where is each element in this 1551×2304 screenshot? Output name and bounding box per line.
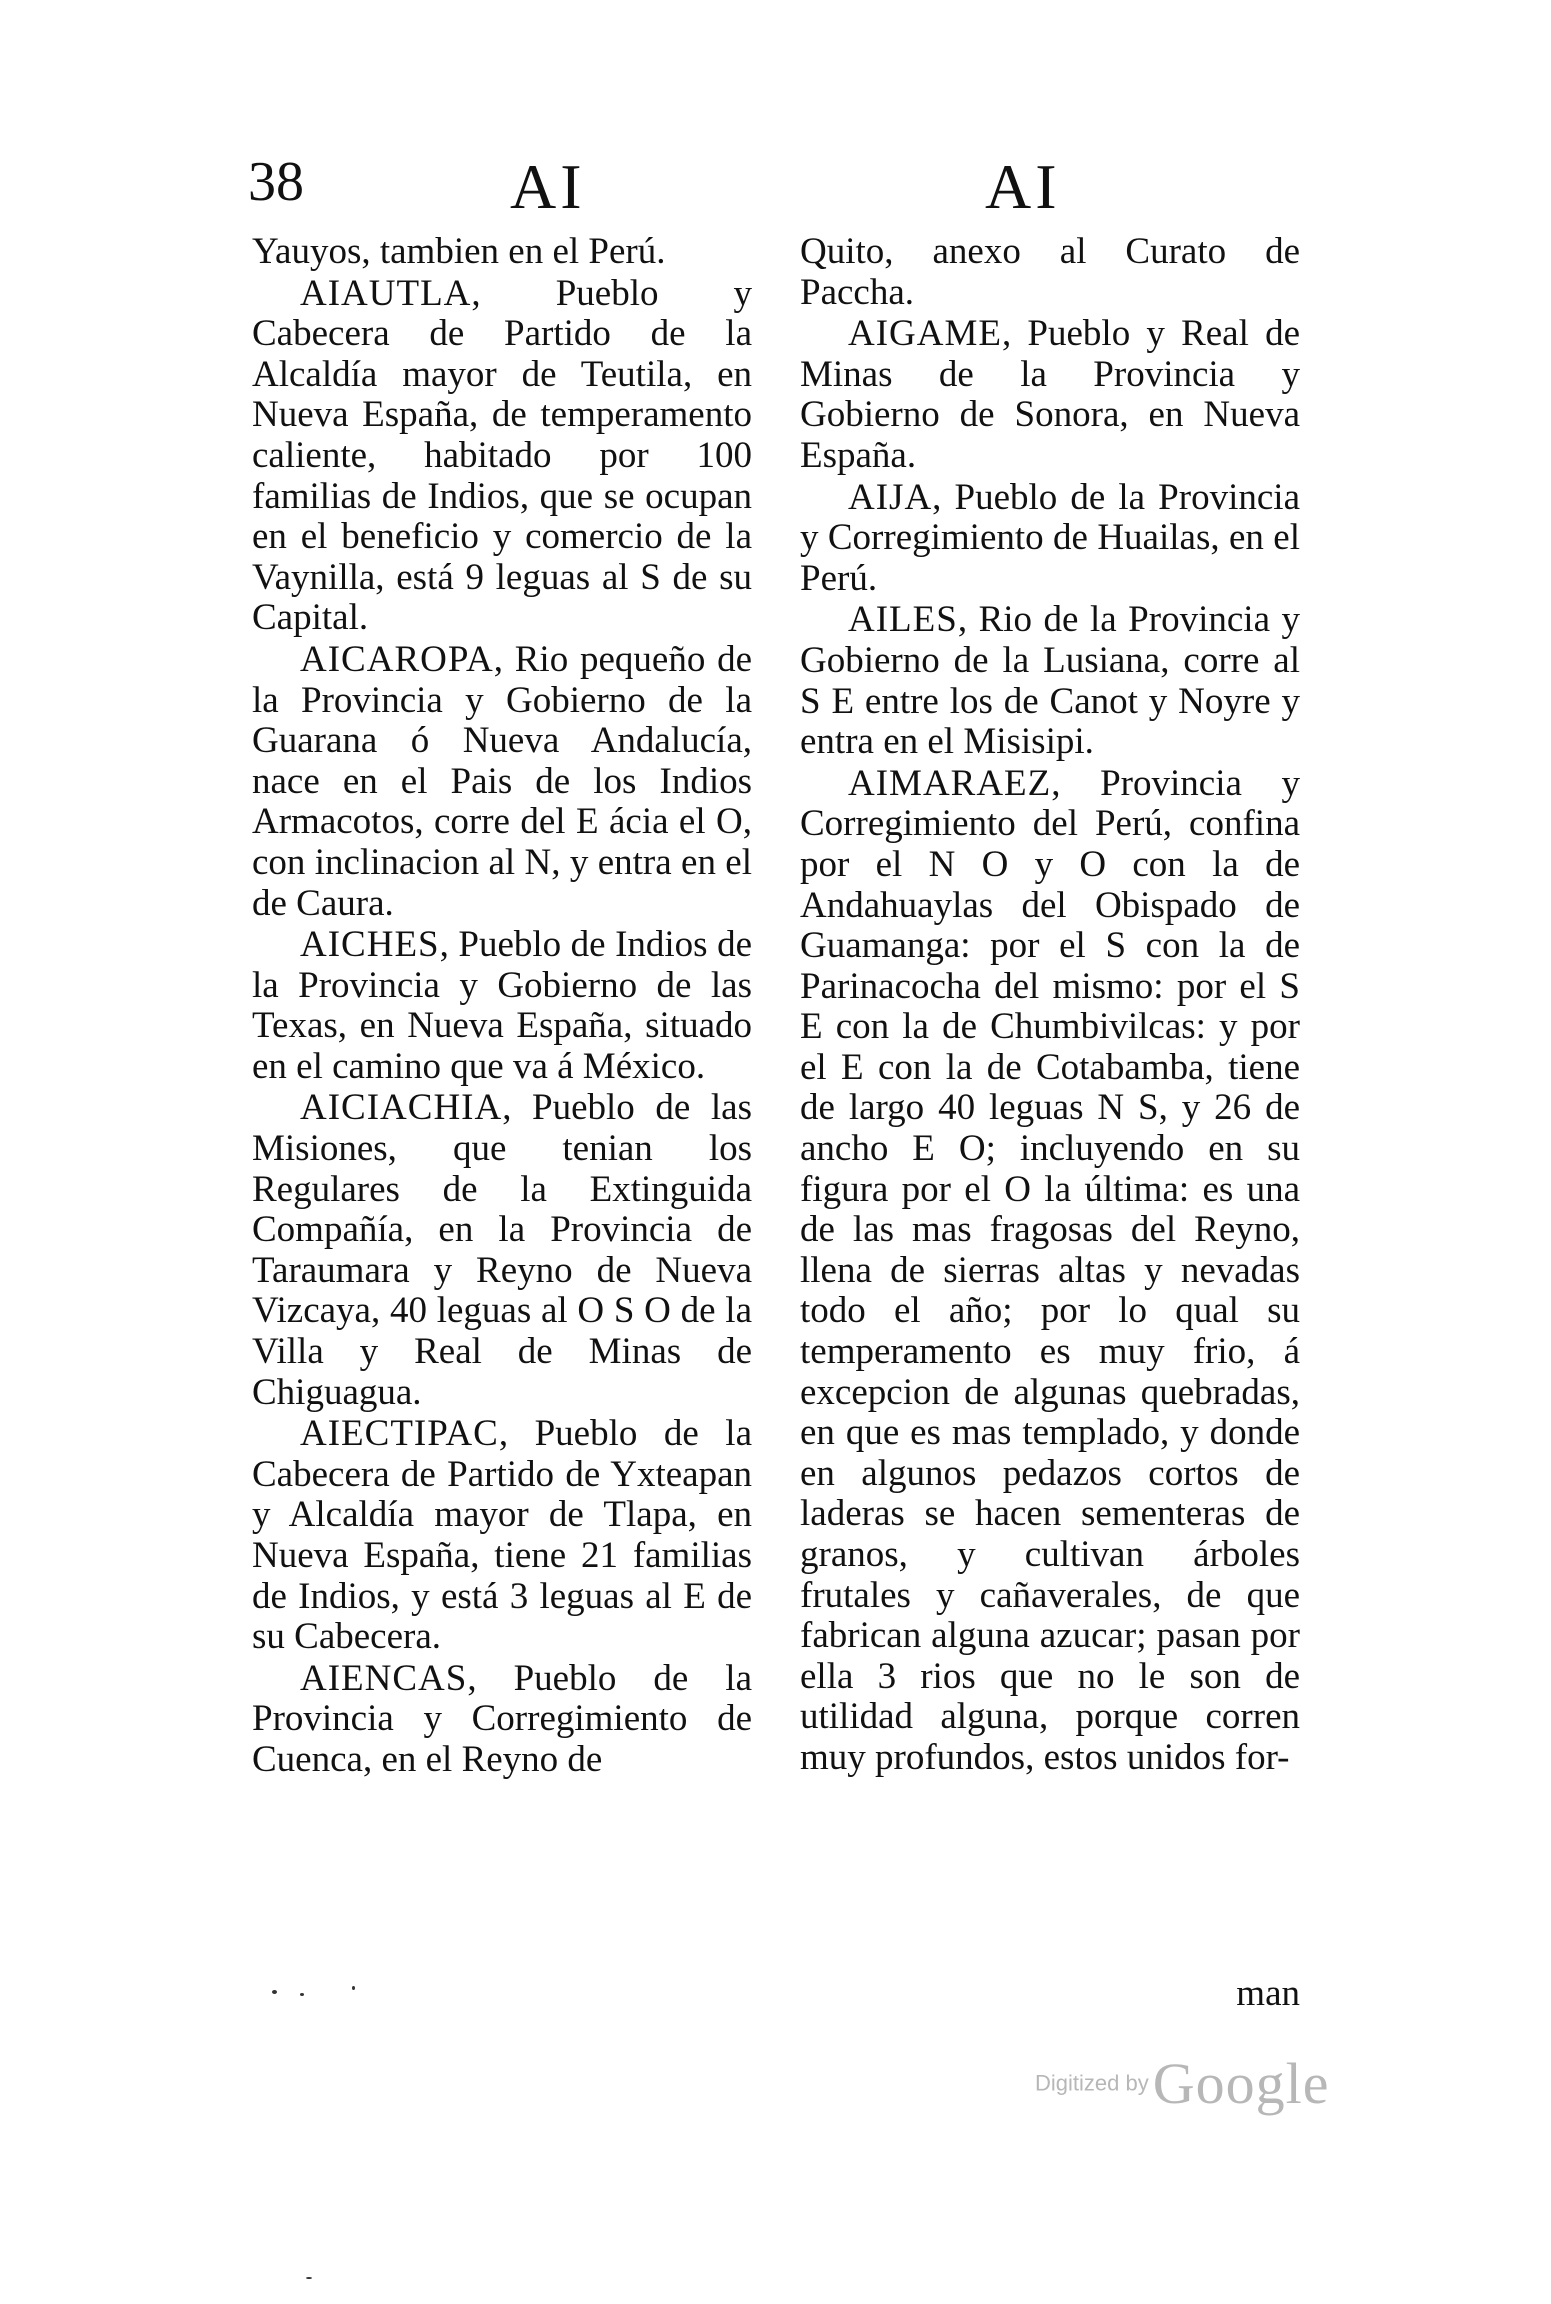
watermark-prefix: Digitized by — [1035, 2070, 1149, 2096]
entry-headword: AICAROPA — [300, 638, 494, 680]
entry-text: , Pueblo de Indios de la Provincia y Gobierno de las Texas, en Nueva España, situado en el camino que va á México. — [252, 924, 752, 1087]
page-number: 38 — [248, 151, 304, 213]
dictionary-entry — [800, 600, 1300, 762]
dictionary-entry — [252, 640, 752, 924]
entry-headword: AIAUTLA — [300, 272, 472, 314]
dictionary-entry — [252, 274, 752, 639]
entry-text: , Pueblo de las Misiones, que tenian los Regulares de la Extinguida Compañía, en la Provincia de Taraumara y Reyno de Nueva Vizcaya, 40 leguas al O S O de la Villa y Real de Minas de Chiguagua. — [252, 1087, 752, 1413]
dictionary-entry — [252, 1659, 752, 1781]
entry-headword: AIGAME — [848, 313, 1002, 355]
running-head-left: AI — [510, 151, 586, 222]
entry-text: , Pueblo de la Provincia y Corregimiento de Huailas, en el Perú. — [800, 476, 1300, 599]
google-logo: Google — [1152, 2051, 1330, 2116]
right-column — [800, 232, 1300, 1779]
dictionary-entry — [800, 232, 1300, 313]
print-speck — [300, 1993, 304, 1996]
catchword: man — [1236, 1973, 1300, 2014]
print-speck — [272, 1990, 277, 1994]
dictionary-entry — [252, 232, 752, 273]
entry-headword: AIMARAEZ — [848, 762, 1052, 804]
entry-text: Quito, anexo al Curato de Paccha. — [800, 231, 1300, 313]
left-column — [252, 232, 752, 1781]
entry-headword: AIJA — [848, 476, 933, 518]
dictionary-entry — [252, 925, 752, 1087]
digitized-watermark — [1035, 2050, 1329, 2130]
dictionary-entry — [800, 478, 1300, 600]
entry-text: , Provincia y Corregimiento del Perú, confina por el N O y O con la de Andahuaylas del Obispado de Guamanga: por el S con la de Parinacocha del mismo: por el S E con la de Chumbivilcas: y por el E con la de Cotabamba, tiene de largo 40 leguas N S, y 26 de ancho E O; incluyendo en su figura por el O la última: es una de las mas fragosas del Reyno, llena de sierras altas y nevadas todo el año; por lo qual su temperamento es muy frio, á excepcion de algunas quebradas, en que es mas templado, y donde en algunos pedazos cortos de laderas se hacen sementeras de granos, y cultivan árboles frutales y cañaverales, de que fabrican alguna azucar; pasan por ella 3 rios que no le son de utilidad alguna, porque corren muy profundos, estos unidos for- — [800, 762, 1300, 1778]
running-header — [240, 150, 1320, 230]
running-head-right: AI — [985, 151, 1061, 222]
dictionary-entry — [252, 1088, 752, 1413]
entry-text: Yauyos, tambien en el Perú. — [252, 231, 666, 272]
dictionary-entry — [800, 764, 1300, 1779]
entry-text: , Pueblo de la Cabecera de Partido de Yxteapan y Alcaldía mayor de Tlapa, en Nueva España, tiene 21 familias de Indios, y está 3 leguas al E de su Cabecera. — [252, 1413, 752, 1658]
entry-headword: AICHES — [300, 924, 440, 966]
entry-headword: AIECTIPAC — [300, 1413, 499, 1455]
print-speck — [352, 1986, 355, 1990]
entry-text: , Rio de la Provincia y Gobierno de la Lusiana, corre al S E entre los de Canot y Noyre y entra en el Misisipi. — [800, 599, 1300, 763]
entry-headword: AIENCAS — [300, 1657, 468, 1699]
entry-text: , Pueblo y Cabecera de Partido de la Alcaldía mayor de Teutila, en Nueva España, de temperamento caliente, habitado por 100 familias de Indios, que se ocupan en el beneficio y comercio de la Vaynilla, está 9 leguas al S de su Capital. — [252, 272, 752, 639]
dictionary-entry — [252, 1414, 752, 1658]
print-speck — [306, 2277, 312, 2279]
entry-text: , Pueblo de la Provincia y Corregimiento de Cuenca, en el Reyno de — [252, 1657, 752, 1780]
entry-text: , Rio pequeño de la Provincia y Gobierno de la Guarana ó Nueva Andalucía, nace en el Pais de los Indios Armacotos, corre del E ácia el O, con inclinacion al N, y entra en el de Caura. — [252, 638, 752, 924]
entry-headword: AILES — [848, 599, 958, 641]
entry-headword: AICIACHIA — [300, 1087, 503, 1129]
dictionary-entry — [800, 314, 1300, 476]
entry-text: , Pueblo y Real de Minas de la Provincia y Gobierno de Sonora, en Nueva España. — [800, 313, 1300, 476]
